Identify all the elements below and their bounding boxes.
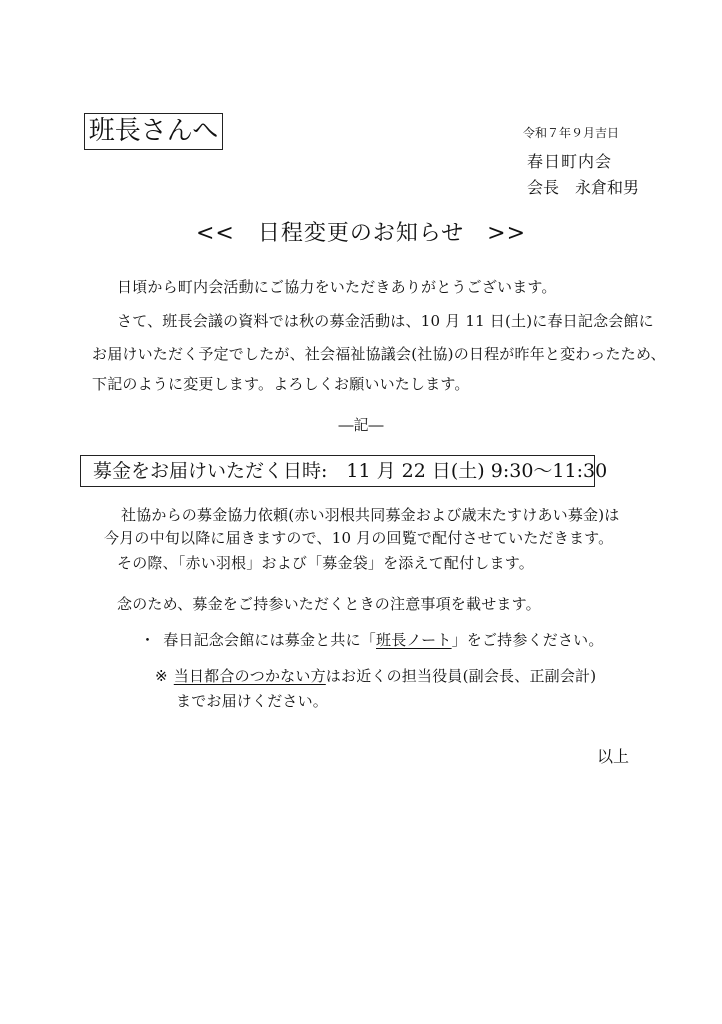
greeting-paragraph: 日頃から町内会活動にご協力をいただきありがとうございます。 bbox=[117, 278, 557, 296]
note-underlined-text: 当日都合のつかない方 bbox=[173, 667, 326, 685]
bullet-underlined-text: 班長ノート bbox=[376, 631, 452, 649]
organization-name: 春日町内会 bbox=[527, 152, 613, 171]
note-text-rest: はお近くの担当役員(副会長、正副会計) bbox=[325, 667, 597, 685]
issue-date: 令和７年９月吉日 bbox=[523, 126, 620, 140]
change-paragraph-line1: さて、班長会議の資料では秋の募金活動は、10 月 11 日(土)に春日記念会館に bbox=[117, 312, 654, 330]
bullet-text-pre: 春日記念会館には募金と共に「 bbox=[163, 631, 377, 649]
details-line2: 今月の中旬以降に届きますので、10 月の回覧で配付させていただきます。 bbox=[104, 529, 614, 547]
details-line1: 社協からの募金協力依頼(赤い羽根共同募金および歳末たすけあい募金)は bbox=[121, 506, 620, 524]
note-item bbox=[155, 665, 596, 686]
note-marker: ※ bbox=[155, 667, 168, 685]
details-line4: 念のため、募金をご持参いただくときの注意事項を載せます。 bbox=[117, 595, 541, 613]
schedule-box: 募金をお届けいただく日時: 11 月 22 日(土) 9:30～11:30 bbox=[80, 455, 595, 487]
change-paragraph-line2: お届けいただく予定でしたが、社会福祉協議会(社協)の日程が昨年と変わったため、 bbox=[92, 345, 666, 363]
ki-separator: ―記― bbox=[338, 416, 384, 434]
sender-name: 会長 永倉和男 bbox=[527, 178, 640, 197]
bullet-text-post: 」をご持参ください。 bbox=[451, 631, 604, 649]
closing-text: 以上 bbox=[597, 747, 630, 766]
addressee-box: 班長さんへ bbox=[84, 113, 223, 150]
note-line2: までお届けください。 bbox=[176, 692, 329, 710]
notice-title: << 日程変更のお知らせ >> bbox=[195, 221, 527, 246]
change-paragraph-line3: 下記のように変更します。よろしくお願いいたします。 bbox=[92, 375, 470, 393]
details-line3: その際、「赤い羽根」および「募金袋」を添えて配付します。 bbox=[117, 554, 534, 572]
bullet-item bbox=[140, 629, 604, 650]
bullet-marker: ・ bbox=[140, 631, 156, 649]
